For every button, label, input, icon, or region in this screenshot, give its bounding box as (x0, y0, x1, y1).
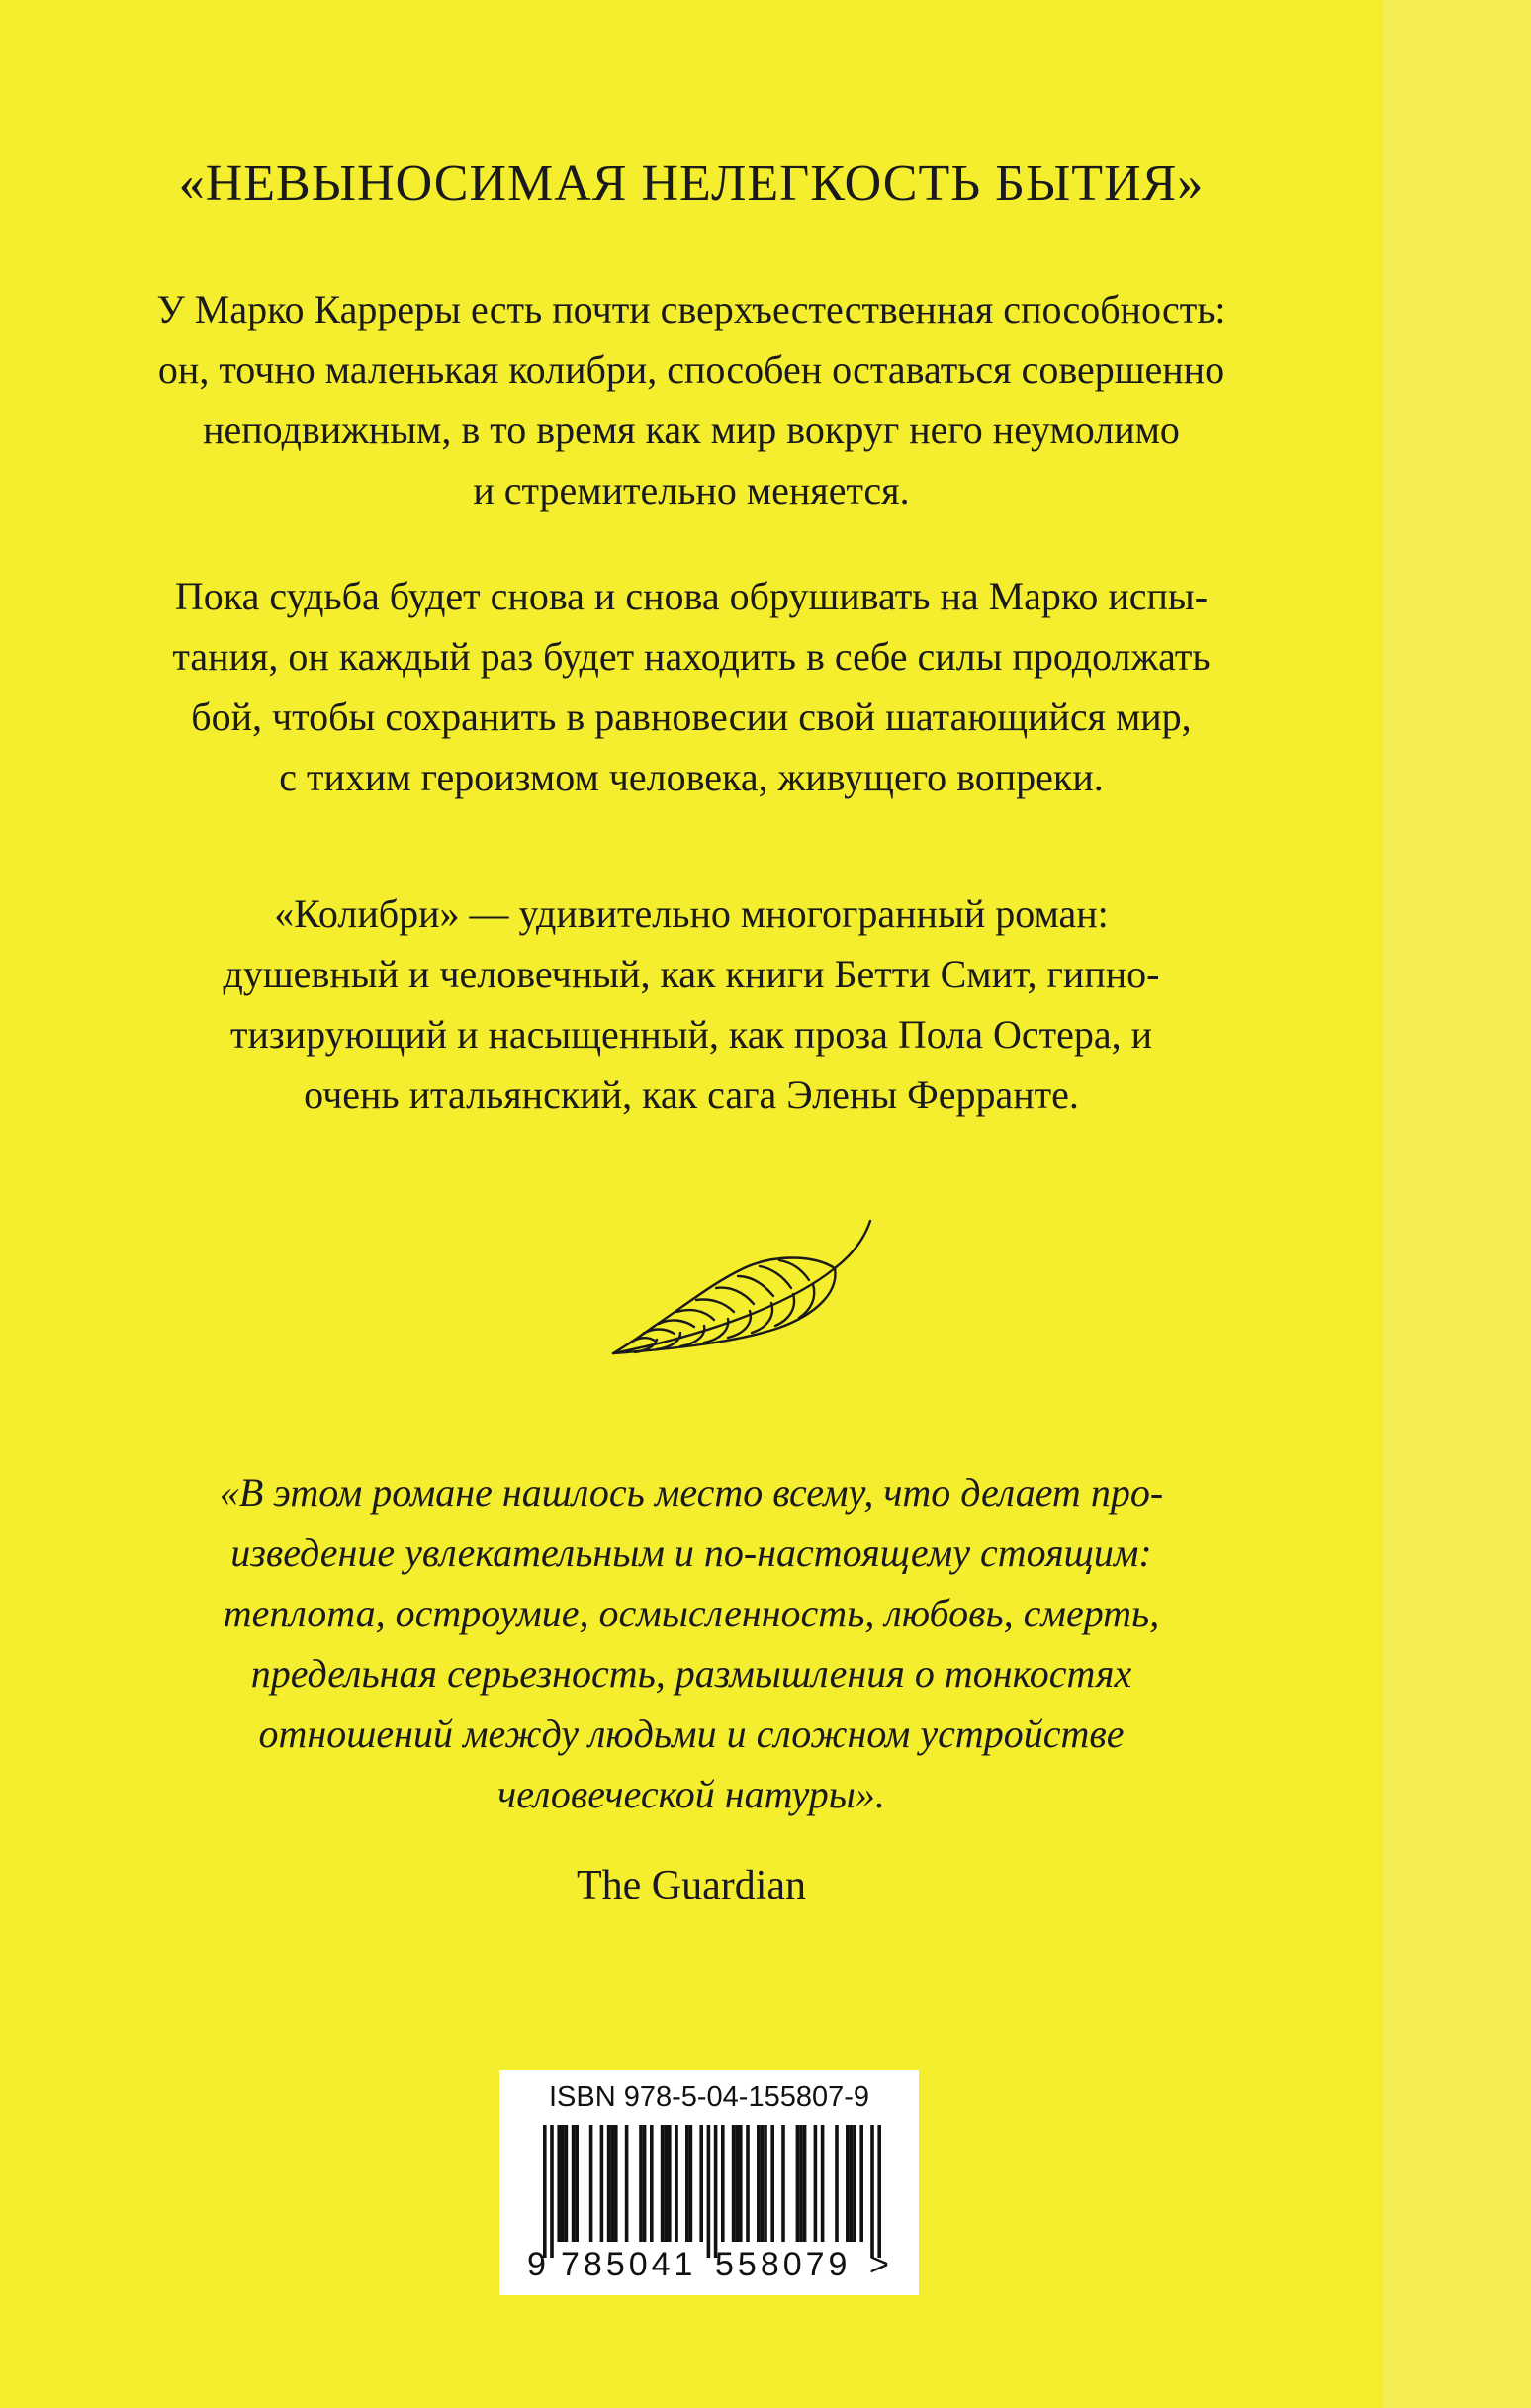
paragraph-line: Пока судьба будет снова и снова обрушивать на Марко испы- (174, 574, 1209, 618)
barcode-bar (803, 2125, 807, 2242)
paragraph-line: «Колибри» — удивительно многогранный роман: (274, 891, 1109, 936)
barcode-bar (846, 2125, 850, 2242)
barcode-bar (781, 2125, 785, 2242)
barcode-bar (675, 2125, 678, 2242)
barcode-bar (668, 2125, 672, 2242)
barcode-bar (664, 2125, 668, 2242)
barcode-bar (600, 2125, 604, 2242)
quote-line: предельная серьезность, размышления о тонкостях (250, 1651, 1132, 1696)
barcode-bar (799, 2125, 803, 2242)
quote-line: «В этом романе нашлось место всему, что делает про- (219, 1470, 1164, 1515)
quote-line: изведение увлекательным и по-настоящему стоящим: (230, 1530, 1152, 1575)
barcode-bar (661, 2125, 665, 2242)
barcode-first-digit: 9 (527, 2246, 546, 2283)
paragraph-line: он, точно маленькая колибри, способен оставаться совершенно (157, 347, 1225, 392)
barcode-bar (732, 2125, 736, 2242)
isbn-label: ISBN 978-5-04-155807-9 (548, 2082, 870, 2113)
barcode-bar (643, 2125, 647, 2242)
description-paragraph-1 (119, 279, 1264, 520)
barcode-digits (499, 2246, 919, 2285)
barcode-bar (607, 2125, 611, 2242)
quote-line: человеческой натуры». (497, 1772, 885, 1816)
barcode-bar (565, 2125, 569, 2242)
paragraph-line: очень итальянский, как сага Элены Ферранте. (304, 1072, 1079, 1117)
barcode-bar (850, 2125, 854, 2242)
paragraph-line: У Марко Карреры есть почти сверхъестественная способность: (156, 287, 1226, 331)
barcode-bar (561, 2125, 565, 2242)
barcode-bar (739, 2125, 743, 2242)
description-paragraph-3 (119, 883, 1264, 1125)
description-paragraph-2 (119, 566, 1264, 807)
barcode-guard-bar (714, 2125, 718, 2258)
paragraph-line: и стремительно меняется. (473, 468, 910, 512)
paragraph-line: неподвижным, в то время как мир вокруг него неумолимо (203, 408, 1180, 452)
paragraph-line: с тихим героизмом человека, живущего вопреки. (279, 755, 1104, 799)
barcode-bar (650, 2125, 654, 2242)
barcode-bar (757, 2125, 761, 2242)
barcode-bar (557, 2125, 561, 2242)
barcode-bar (746, 2125, 750, 2242)
barcode-guard-bar (707, 2125, 711, 2258)
barcode-bar (721, 2125, 725, 2242)
barcode-bar (796, 2125, 800, 2242)
barcode-quiet-mark: > (869, 2246, 889, 2283)
barcode-bar (625, 2125, 629, 2242)
barcode-bar (685, 2125, 689, 2242)
quote-line: отношений между людьми и сложном устройстве (258, 1712, 1125, 1756)
barcode-bar (699, 2125, 703, 2242)
paragraph-line: душевный и человечный, как книги Бетти Смит, гипно- (223, 952, 1160, 996)
barcode-bar (639, 2125, 643, 2242)
barcode-bar (814, 2125, 818, 2242)
barcode-bar (689, 2125, 693, 2242)
barcode-guard-bar (870, 2125, 874, 2258)
quote-line: теплота, остроумие, осмысленность, любовь, смерть, (223, 1591, 1160, 1635)
tagline-heading: «НЕВЫНОСИМАЯ НЕЛЕГКОСТЬ БЫТИЯ» (178, 155, 1205, 212)
barcode-bar (735, 2125, 739, 2242)
barcode-bar (614, 2125, 618, 2242)
review-quote (119, 1462, 1264, 1824)
barcode-guard-bar (877, 2125, 881, 2258)
barcode-bar (764, 2125, 767, 2242)
barcode-bar (835, 2125, 839, 2242)
paragraph-line: бой, чтобы сохранить в равновесии свой шатающийся мир, (191, 695, 1192, 739)
barcode-bar (575, 2125, 579, 2242)
barcode-right-group: 558079 (715, 2246, 852, 2283)
barcode-guard-bar (550, 2125, 554, 2258)
barcode-bar (572, 2125, 576, 2242)
barcode-bar (853, 2125, 856, 2242)
barcode-bar (589, 2125, 593, 2242)
barcode-bar (859, 2125, 863, 2242)
barcode-bar (821, 2125, 825, 2242)
isbn-barcode (499, 2070, 919, 2295)
barcode-bar (761, 2125, 765, 2242)
spine-strip (1383, 0, 1531, 2408)
barcode-bar (610, 2125, 614, 2242)
feather-icon (605, 1215, 892, 1363)
barcode-left-group: 785041 (561, 2246, 697, 2283)
paragraph-line: тания, он каждый раз будет находить в себе силы продолжать (172, 634, 1211, 679)
paragraph-line: тизирующий и насыщенный, как проза Пола Остера, и (230, 1012, 1152, 1057)
barcode-guard-bar (543, 2125, 547, 2258)
barcode-bar (770, 2125, 774, 2242)
quote-source: The Guardian (576, 1863, 807, 1908)
